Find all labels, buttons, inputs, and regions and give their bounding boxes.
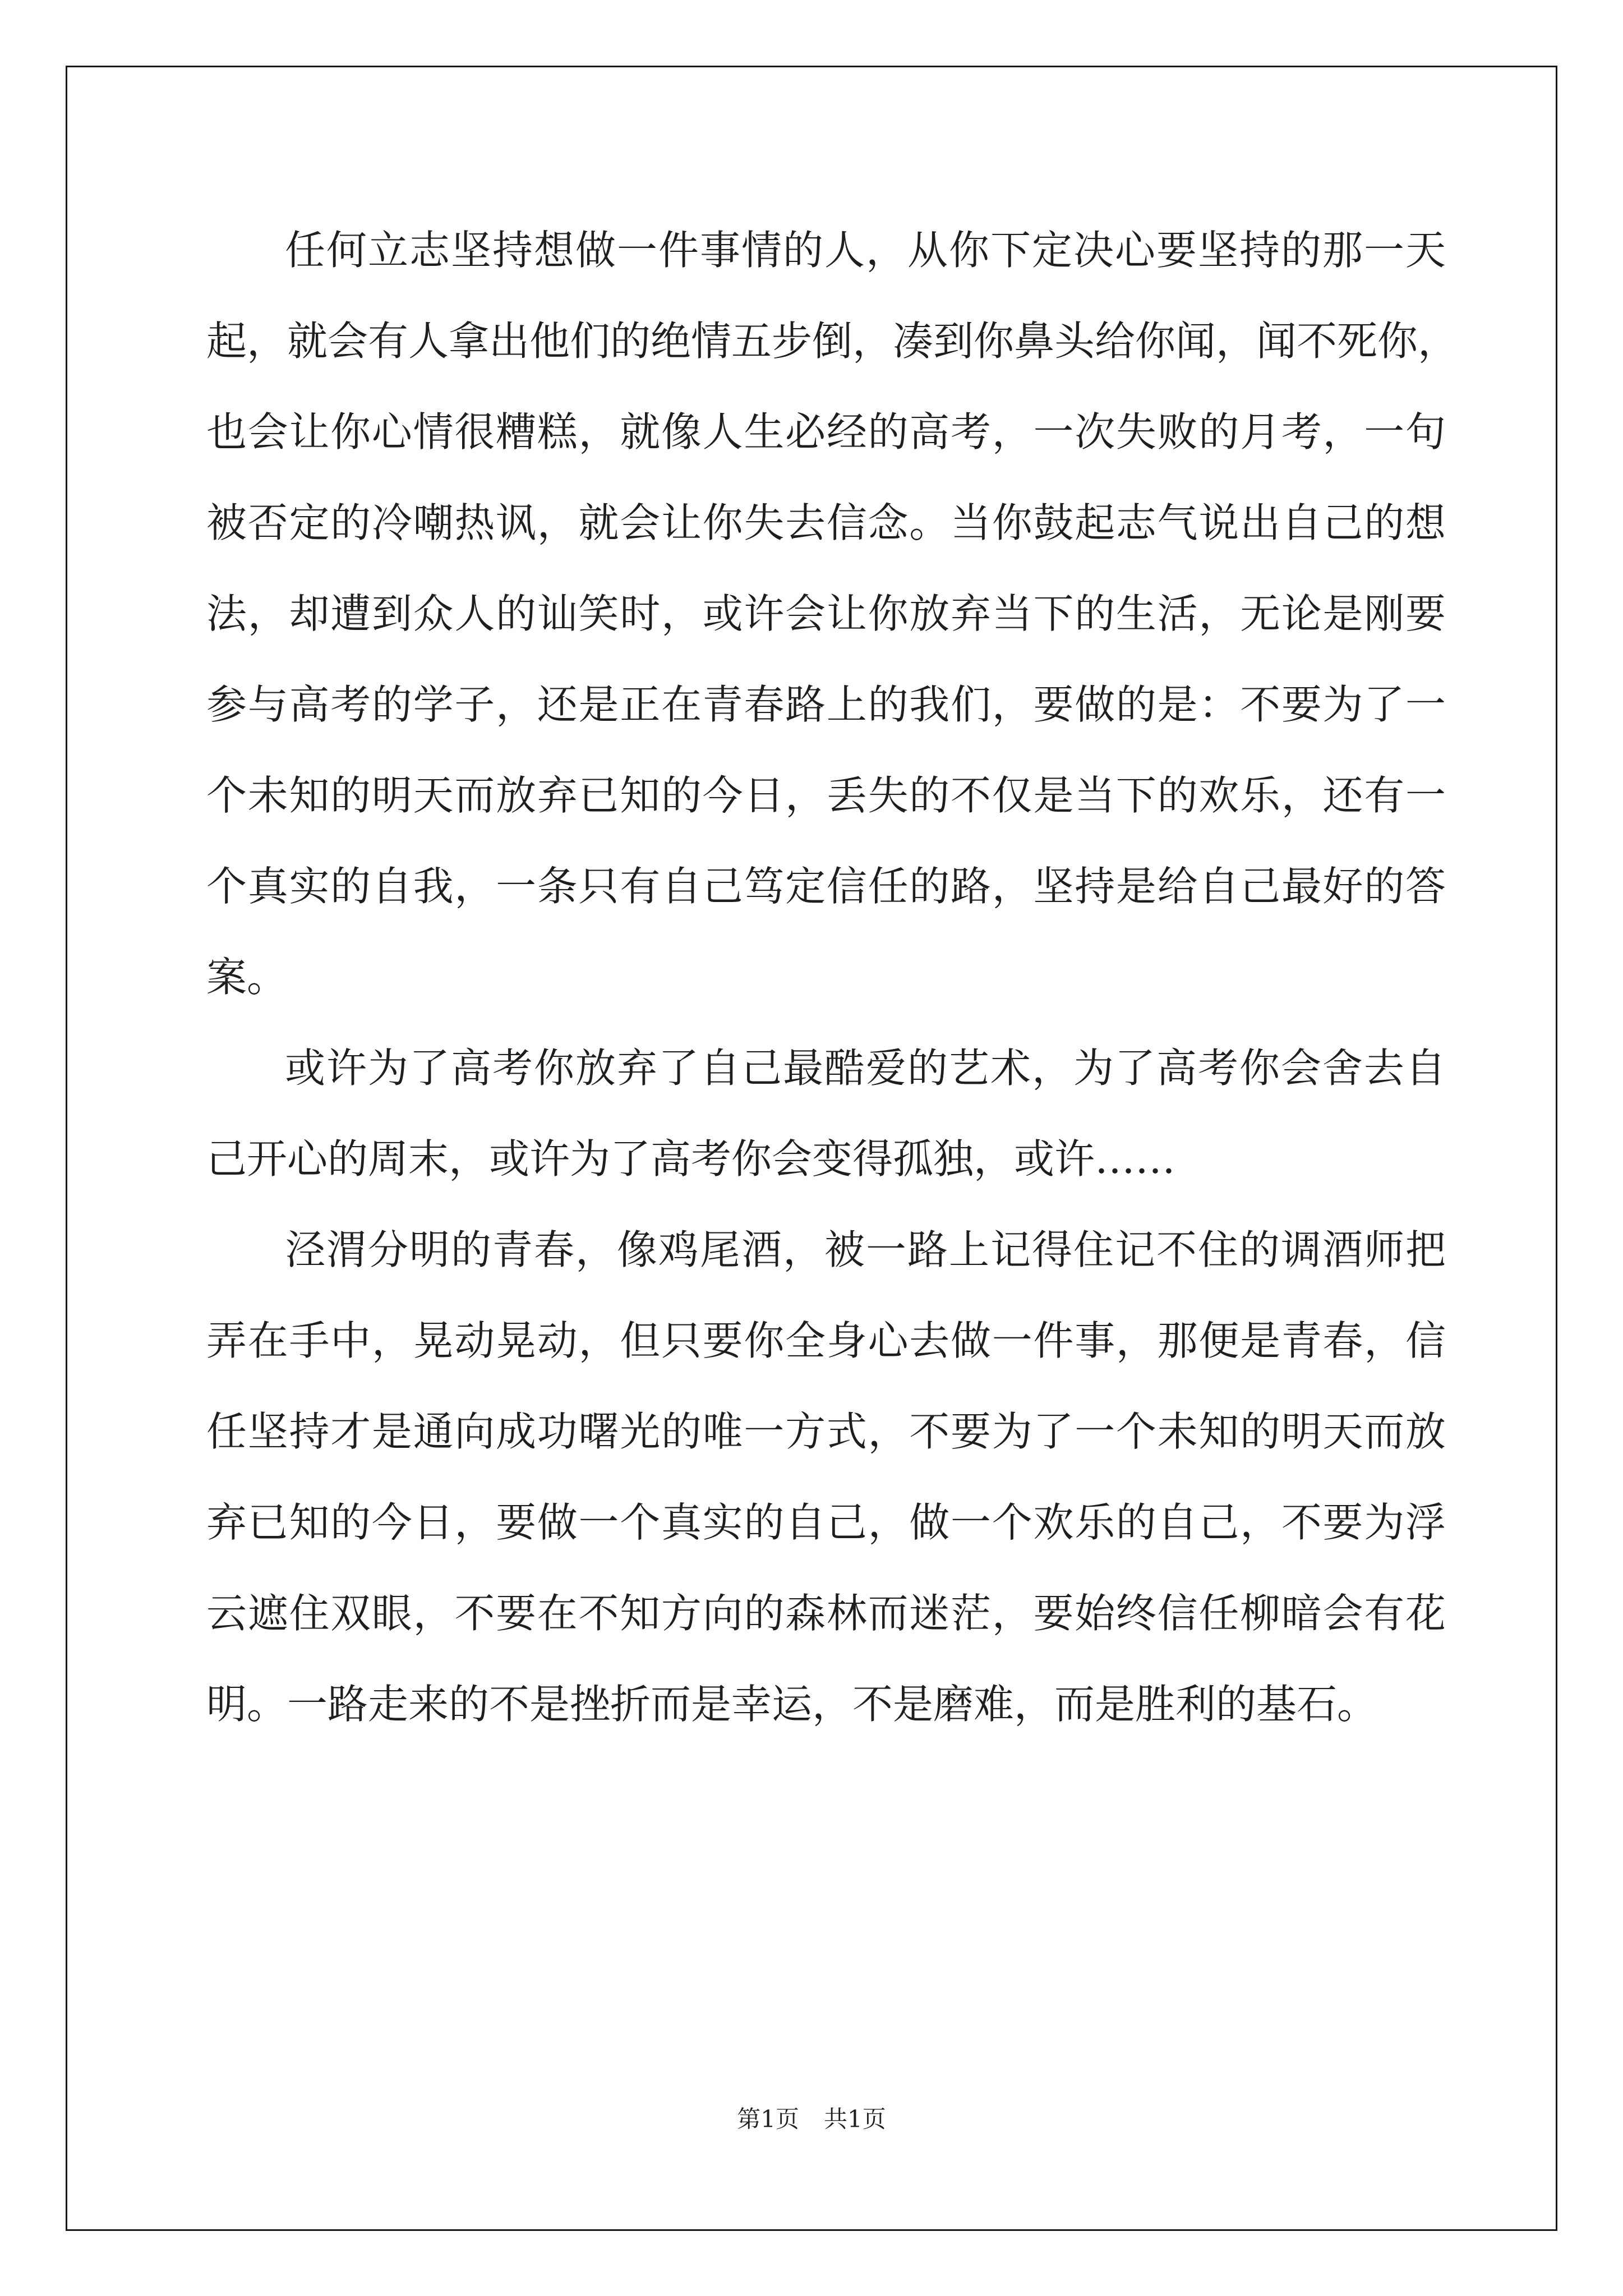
paragraph-1-line-4: 被否定的冷嘲热讽，就会让你失去信念。当你鼓起志气说出自己的想 — [206, 499, 1446, 546]
paragraph-2-line-2: 己开心的周末，或许为了高考你会变得孤独，或许…… — [206, 1135, 1176, 1182]
paragraph-1-line-5: 法，却遭到众人的讪笑时，或许会让你放弃当下的生活，无论是刚要 — [206, 590, 1446, 637]
paragraph-3-line-5: 云遮住双眼，不要在不知方向的森林而迷茫，要始终信任柳暗会有花 — [206, 1590, 1446, 1637]
paragraph-3-line-1: 泾渭分明的青春，像鸡尾酒，被一路上记得住记不住的调酒师把 — [285, 1226, 1446, 1273]
paragraph-1-line-9: 案。 — [206, 954, 288, 1001]
paragraph-1-line-1: 任何立志坚持想做一件事情的人，从你下定决心要坚持的那一天 — [285, 227, 1446, 274]
paragraph-1-line-3: 也会让你心情很糟糕，就像人生必经的高考，一次失败的月考，一句 — [206, 408, 1446, 455]
paragraph-1-line-7: 个未知的明天而放弃已知的今日，丢失的不仅是当下的欢乐，还有一 — [206, 772, 1446, 819]
paragraph-1-line-6: 参与高考的学子，还是正在青春路上的我们，要做的是：不要为了一 — [206, 681, 1446, 728]
paragraph-2-line-1: 或许为了高考你放弃了自己最酷爱的艺术，为了高考你会舍去自 — [285, 1045, 1446, 1092]
paragraph-1-line-2: 起，就会有人拿出他们的绝情五步倒，凑到你鼻头给你闻，闻不死你， — [206, 318, 1459, 365]
paragraph-1-line-8: 个真实的自我，一条只有自己笃定信任的路，坚持是给自己最好的答 — [206, 863, 1446, 910]
page-footer — [0, 2104, 1623, 2135]
page-total: 共1页 — [824, 2105, 886, 2133]
paragraph-3-line-6: 明。一路走来的不是挫折而是幸运，不是磨难，而是胜利的基石。 — [206, 1681, 1378, 1728]
paragraph-3-line-4: 弃已知的今日，要做一个真实的自己，做一个欢乐的自己，不要为浮 — [206, 1499, 1446, 1546]
paragraph-3-line-3: 任坚持才是通向成功曙光的唯一方式，不要为了一个未知的明天而放 — [206, 1408, 1446, 1455]
paragraph-3-line-2: 弄在手中，晃动晃动，但只要你全身心去做一件事，那便是青春，信 — [206, 1317, 1446, 1364]
page-number: 第1页 — [737, 2105, 799, 2133]
